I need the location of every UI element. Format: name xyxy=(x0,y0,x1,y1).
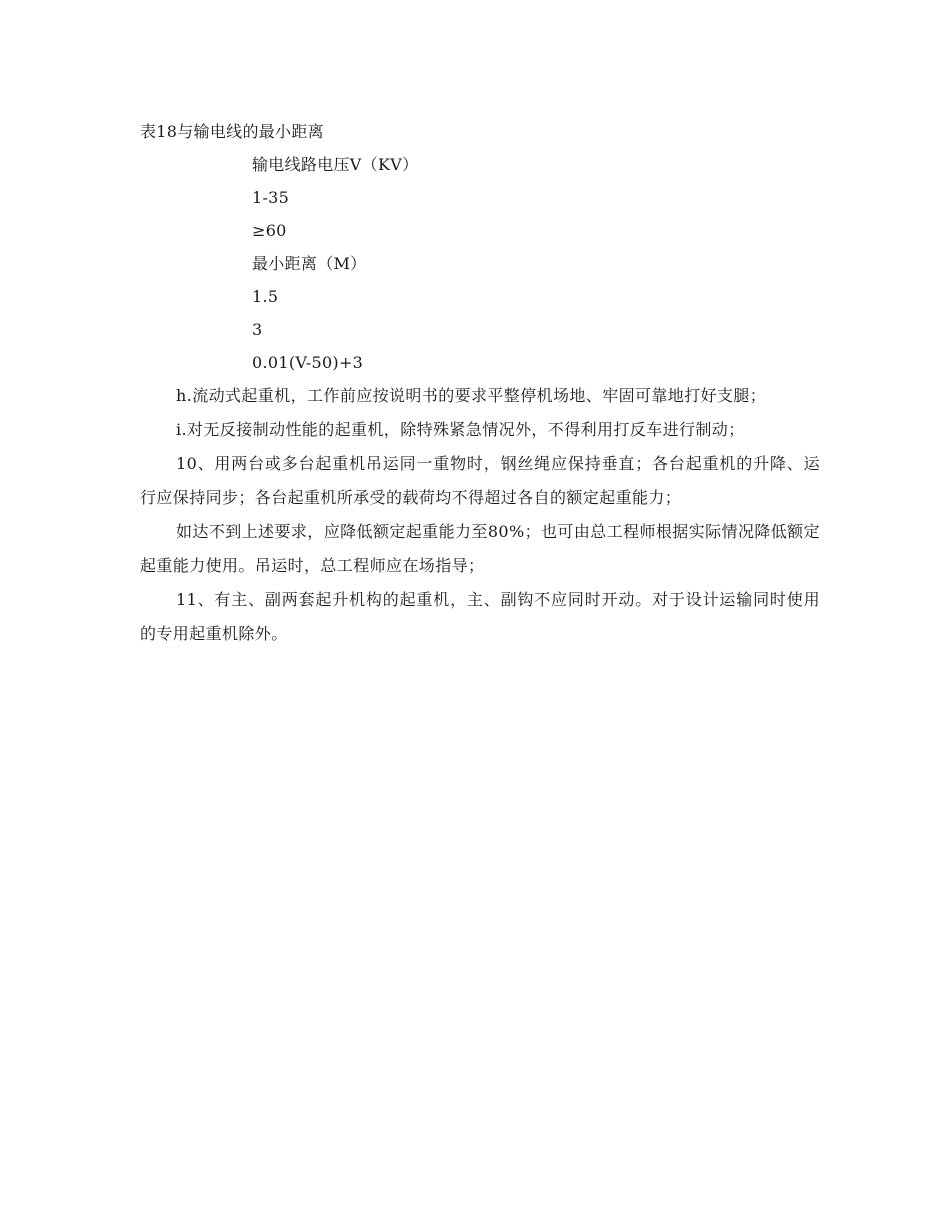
paragraph-10-continued: 如达不到上述要求，应降低额定起重能力至80%；也可由总工程师根据实际情况降低额定起重能力使用。吊运时，总工程师应在场指导； xyxy=(140,522,820,575)
paragraph-11: 11、有主、副两套起升机构的起重机，主、副钩不应同时开动。对于设计运输同时使用的专用起重机除外。 xyxy=(140,590,820,643)
paragraph-10: 10、用两台或多台起重机吊运同一重物时，钢丝绳应保持垂直；各台起重机的升降、运行应保持同步；各台起重机所承受的载荷均不得超过各自的额定起重能力； xyxy=(140,454,820,507)
document-page xyxy=(140,115,820,651)
table-cell: 1-35 xyxy=(252,188,290,207)
table-cell: ≥60 xyxy=(252,221,287,240)
distance-table xyxy=(140,148,820,379)
paragraph-i: i.对无反接制动性能的起重机，除特殊紧急情况外，不得利用打反车进行制动； xyxy=(176,420,745,439)
table-cell: 3 xyxy=(252,320,263,339)
table-cell: 0.01(V-50)+3 xyxy=(252,353,364,372)
table-cell: 1.5 xyxy=(252,287,279,306)
paragraph-h: h.流动式起重机，工作前应按说明书的要求平整停机场地、牢固可靠地打好支腿； xyxy=(176,386,767,405)
table-header-voltage: 输电线路电压V（KV） xyxy=(252,155,419,174)
table-caption: 表18与输电线的最小距离 xyxy=(140,122,324,141)
table-header-distance: 最小距离（M） xyxy=(252,254,367,273)
